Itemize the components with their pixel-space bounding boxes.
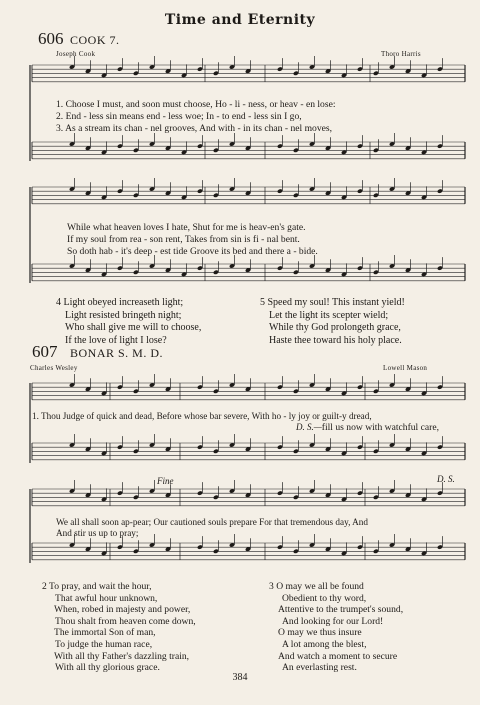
- lyric-line: 2. End - less sin means end - less woe; In - to end - less sin I go,: [56, 111, 302, 122]
- verse-3: [269, 581, 403, 674]
- page-number: 384: [232, 672, 248, 683]
- verse-line: The immortal Son of man,: [54, 627, 156, 639]
- ds-text: fill us now with watchful care,: [321, 422, 439, 433]
- verse-line: 4 Light obeyed increaseth light;: [56, 297, 184, 308]
- music-credit: Lowell Mason: [383, 364, 428, 372]
- verse-line: While thy God prolongeth grace,: [269, 322, 401, 333]
- verse-line: Attentive to the trumpet's sound,: [278, 604, 404, 616]
- ds-marking: D. S.: [437, 474, 455, 484]
- verse-line: That awful hour unknown,: [55, 592, 158, 604]
- verse-line: 5 Speed my soul! This instant yield!: [260, 297, 405, 308]
- hymn-number: 607: [32, 342, 58, 361]
- ds-line: [296, 422, 439, 433]
- verse-2: [42, 581, 196, 674]
- lyric-line: So doth hab - it's deep - est tide Groove its bed and there a - bide.: [67, 246, 318, 257]
- verse-line: With all thy glorious grace.: [55, 662, 160, 674]
- verse-line: With all thy Father's dazzling train,: [54, 650, 190, 662]
- verse-line: Light resisted bringeth night;: [65, 309, 182, 321]
- verse-line: Obedient to thy word,: [282, 592, 367, 604]
- verse-line: When, robed in majesty and power,: [54, 604, 191, 616]
- tune-name: BONAR S. M. D.: [70, 346, 164, 360]
- verse-line: And watch a moment to secure: [278, 650, 398, 662]
- verse-line: 3 O may we all be found: [269, 581, 364, 592]
- verse-line: An everlasting rest.: [282, 662, 357, 674]
- verse-line: Haste thee toward his holy place.: [269, 334, 402, 346]
- verse-line: Let the light its scepter wield;: [269, 309, 389, 321]
- verse-line: If the love of light I lose?: [65, 334, 167, 346]
- lyric-line: 1. Choose I must, and soon must choose, Ho - li - ness, or heav - en lose:: [56, 99, 336, 110]
- verse-line: O may we thus insure: [278, 627, 362, 639]
- lyric-line: 3. As a stream its chan - nel grooves, And with - in its chan - nel moves,: [56, 123, 333, 134]
- ds-label: D. S.—: [296, 422, 322, 432]
- lyric-line: And stir us up to pray;: [56, 528, 139, 538]
- verse-line: A lot among the blest,: [282, 638, 367, 650]
- lyric-line: 1. Thou Judge of quick and dead, Before whose bar severe, With ho - ly joy or guilt-y dread,: [32, 411, 372, 421]
- verse-line: 2 To pray, and wait the hour,: [42, 581, 152, 592]
- lyric-line: We all shall soon ap-pear; Our cautioned souls prepare For that tremendous day, And: [56, 517, 368, 527]
- fine-marking: Fine: [157, 476, 174, 486]
- tune-name: COOK 7.: [70, 33, 120, 47]
- verse-4: [56, 297, 201, 347]
- music-credit: Thoro Harris: [381, 50, 421, 58]
- verse-line: To judge the human race,: [55, 638, 153, 650]
- verse-line: Who shall give me will to choose,: [65, 322, 202, 333]
- verse-line: Thou shalt from heaven come down,: [55, 615, 196, 627]
- lyric-line: If my soul from rea - son rent, Takes from sin is fi - nal bent.: [67, 234, 300, 245]
- hymn-number: 606: [38, 29, 64, 48]
- verse-5: [260, 297, 405, 347]
- verse-line: And looking for our Lord!: [282, 615, 384, 627]
- words-credit: Charles Wesley: [30, 364, 78, 372]
- lyric-line: While what heaven loves I hate, Shut for me is heav-en's gate.: [67, 222, 306, 233]
- section-title: Time and Eternity: [164, 12, 316, 28]
- words-credit: Joseph Cook: [56, 50, 96, 58]
